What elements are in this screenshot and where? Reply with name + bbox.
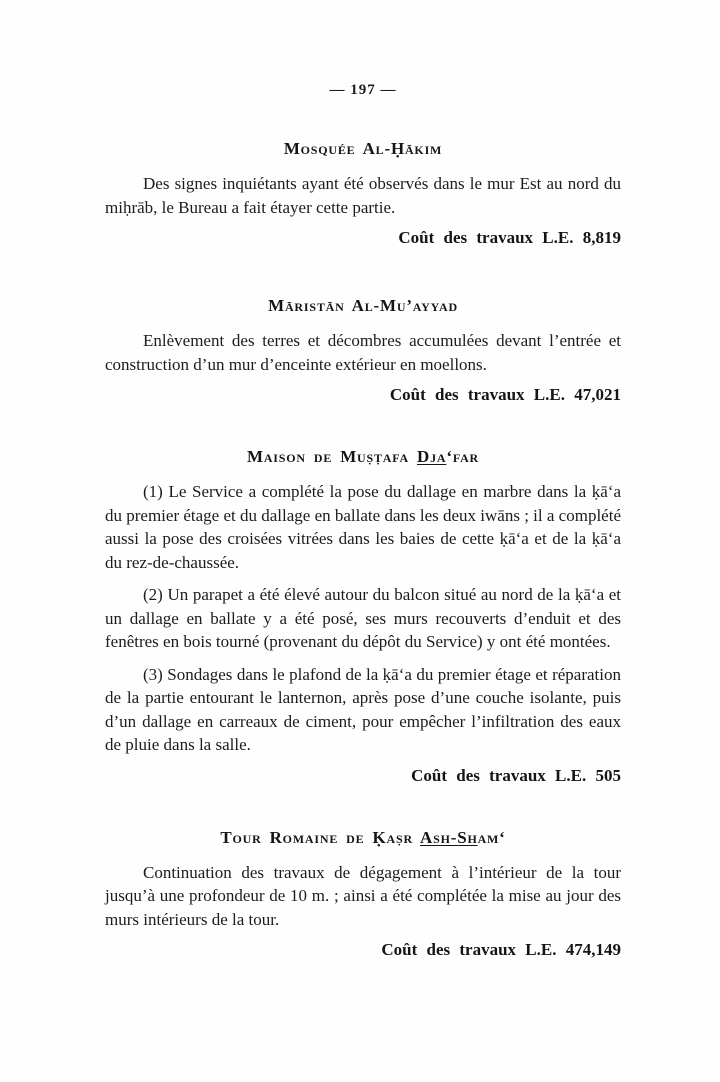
heading-text: am‘ xyxy=(477,827,506,847)
heading-text: Maison de Muṣṭafa xyxy=(246,447,418,466)
paragraph: (2) Un parapet a été élevé autour du balcon situé au nord de la ḳā‘a et un dallage en ballate y a été posé, ses murs recouverts d’enduit et des fenêtres en bois tourné (provenant du dépôt du Service) y ont été montées. xyxy=(105,585,621,651)
section-mosquee-al-hakim xyxy=(105,139,621,250)
section-maison-de-mustafa-djafar xyxy=(105,447,621,788)
heading-text-underlined: Ash-Sh xyxy=(420,827,478,847)
paragraph: (1) Le Service a complété la pose du dallage en marbre dans la ḳā‘a du premier étage et du dallage en ballate dans les deux iwāns ; il a complété aussi la pose des croisées vitrées dans les baies de cette ḳā‘a et de la ḳā‘a du rez-de-chaussée. xyxy=(105,482,621,572)
section-heading xyxy=(105,828,621,848)
heading-text-underlined: Dja xyxy=(417,447,447,466)
cost-line: Coût des travaux L.E. 8,819 xyxy=(398,228,621,247)
heading-text: ‘far xyxy=(446,447,480,466)
page-number: — 197 — xyxy=(329,82,397,98)
section-maristan-al-muayyad xyxy=(105,296,621,407)
section-heading xyxy=(105,447,621,467)
cost-line: Coût des travaux L.E. 47,021 xyxy=(389,385,621,404)
cost-line: Coût des travaux L.E. 505 xyxy=(411,765,621,785)
paragraph: Continuation des travaux de dégagement à l’intérieur de la tour jusqu’à une profondeur de 10 m. ; ainsi a été complétée la mise au jour des murs intérieurs de la tour. xyxy=(105,862,621,929)
cost-line: Coût des travaux L.E. 474,149 xyxy=(381,940,621,959)
heading-text: Tour Romaine de Ḳaṣr xyxy=(220,827,421,847)
paragraph: Des signes inquiétants ayant été observés dans le mur Est au nord du miḥrāb, le Bureau a fait étayer cette partie. xyxy=(105,174,621,217)
section-heading: Mosquée Al-Ḥākim xyxy=(283,139,443,158)
paragraph: Enlèvement des terres et décombres accumulées devant l’entrée et construction d’un mur d’enceinte extérieur en moellons. xyxy=(105,331,621,374)
paragraph: (3) Sondages dans le plafond de la ḳā‘a du premier étage et réparation de la partie entourant le lanternon, après pose d’une couche isolante, puis d’un dallage en carreaux de ciment, pour empêcher l’infiltration des eaux de pluie dans la salle. xyxy=(105,664,621,754)
section-tour-romaine-de-kasr-ash-sham xyxy=(105,828,621,963)
section-heading: Māristān Al-Mu’ayyad xyxy=(268,296,458,315)
